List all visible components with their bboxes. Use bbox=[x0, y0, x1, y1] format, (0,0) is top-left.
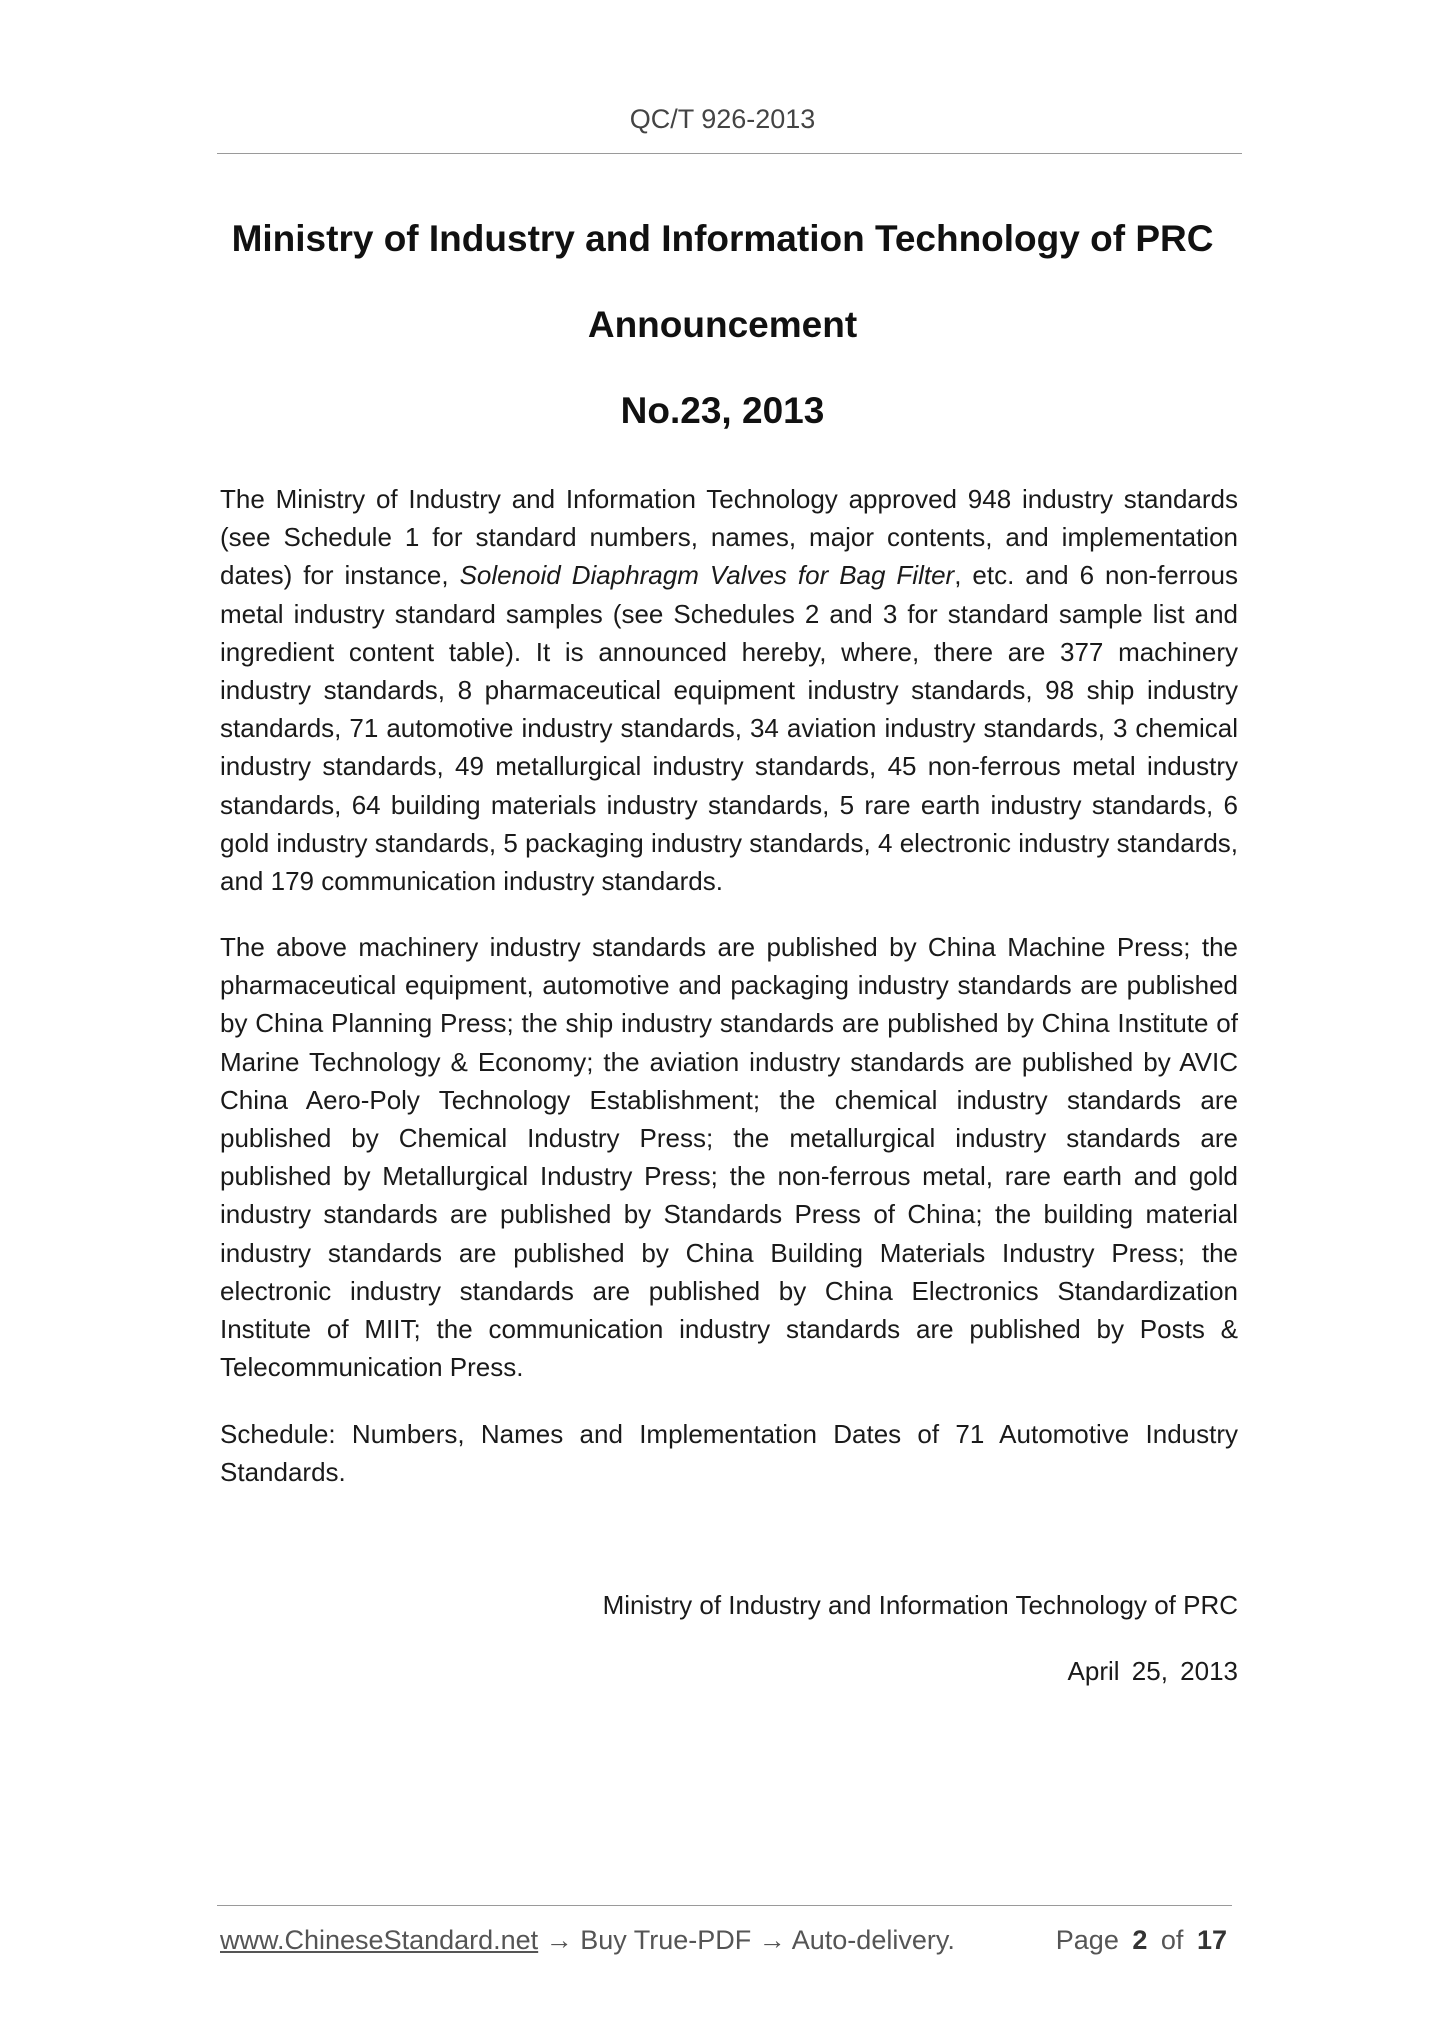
paragraph-schedule: Schedule: Numbers, Names and Implementation Dates of 71 Automotive Industry Standards. bbox=[220, 1419, 1238, 1488]
paragraph-approval bbox=[220, 480, 1238, 900]
paragraph-approval-standard-title: Solenoid Diaphragm Valves for Bag Filter bbox=[459, 560, 955, 591]
signature-organization: Ministry of Industry and Information Technology of PRC bbox=[602, 1590, 1238, 1620]
signature-date: April 25, 2013 bbox=[1067, 1656, 1238, 1686]
paragraph-publishers: The above machinery industry standards are published by China Machine Press; the pharmaceutical equipment, automotive and packaging industry standards are published by China Planning Press; the ship industry standards are published by China Institute of Marine Technology & Economy; the aviation industry standards are published by AVIC China Aero-Poly Technology Establishment; the chemical industry standards are published by Chemical Industry Press; the metallurgical industry standards are published by Metallurgical Industry Press; the non-ferrous metal, rare earth and gold industry standards are published by Standards Press of China; the building material industry standards are published by China Building Materials Industry Press; the electronic industry standards are published by China Electronics Standardization Institute of MIIT; the communication industry standards are published by Posts & Telecommunication Press. bbox=[220, 932, 1238, 1383]
page-total: 17 bbox=[1196, 1925, 1227, 1955]
footer-delivery-text: Auto-delivery. bbox=[791, 1925, 955, 1955]
page-of: of bbox=[1160, 1925, 1184, 1955]
footer-divider bbox=[217, 1905, 1232, 1906]
paragraph-approval-text-a: The Ministry of Industry and Information Technology approved 948 industry standards (see Schedule 1 for standard numbers, names, major contents, and implementation dates) for instance, bbox=[220, 484, 1238, 591]
page-indicator bbox=[1056, 1925, 1227, 1956]
footer-buy-text: Buy True-PDF bbox=[580, 1925, 752, 1955]
title-ministry: Ministry of Industry and Information Technology of PRC bbox=[231, 218, 1214, 259]
header-divider bbox=[217, 153, 1242, 154]
page-current: 2 bbox=[1132, 1925, 1148, 1955]
title-announcement: Announcement bbox=[587, 304, 858, 345]
title-number: No.23, 2013 bbox=[620, 390, 825, 431]
paragraph-approval-text-b: , etc. and 6 non-ferrous metal industry standard samples (see Schedules 2 and 3 for standard sample list and ingredient content table). It is announced hereby, where, there are 377 machinery industry standards, 8 pharmaceutical equipment industry standards, 98 ship industry standards, 71 automotive industry standards, 34 aviation industry standards, 3 chemical industry standards, 49 metallurgical industry standards, 45 non-ferrous metal industry standards, 64 building materials industry standards, 5 rare earth industry standards, 6 gold industry standards, 5 packaging industry standards, 4 electronic industry standards, and 179 communication industry standards. bbox=[220, 560, 1238, 897]
footer-promo bbox=[220, 1925, 955, 1956]
document-code-header: QC/T 926-2013 bbox=[629, 104, 816, 134]
arrow-right-icon: → bbox=[751, 1925, 792, 1955]
arrow-right-icon: → bbox=[538, 1925, 581, 1955]
page-label: Page bbox=[1055, 1925, 1119, 1955]
website-link[interactable]: www.ChineseStandard.net bbox=[220, 1925, 539, 1955]
